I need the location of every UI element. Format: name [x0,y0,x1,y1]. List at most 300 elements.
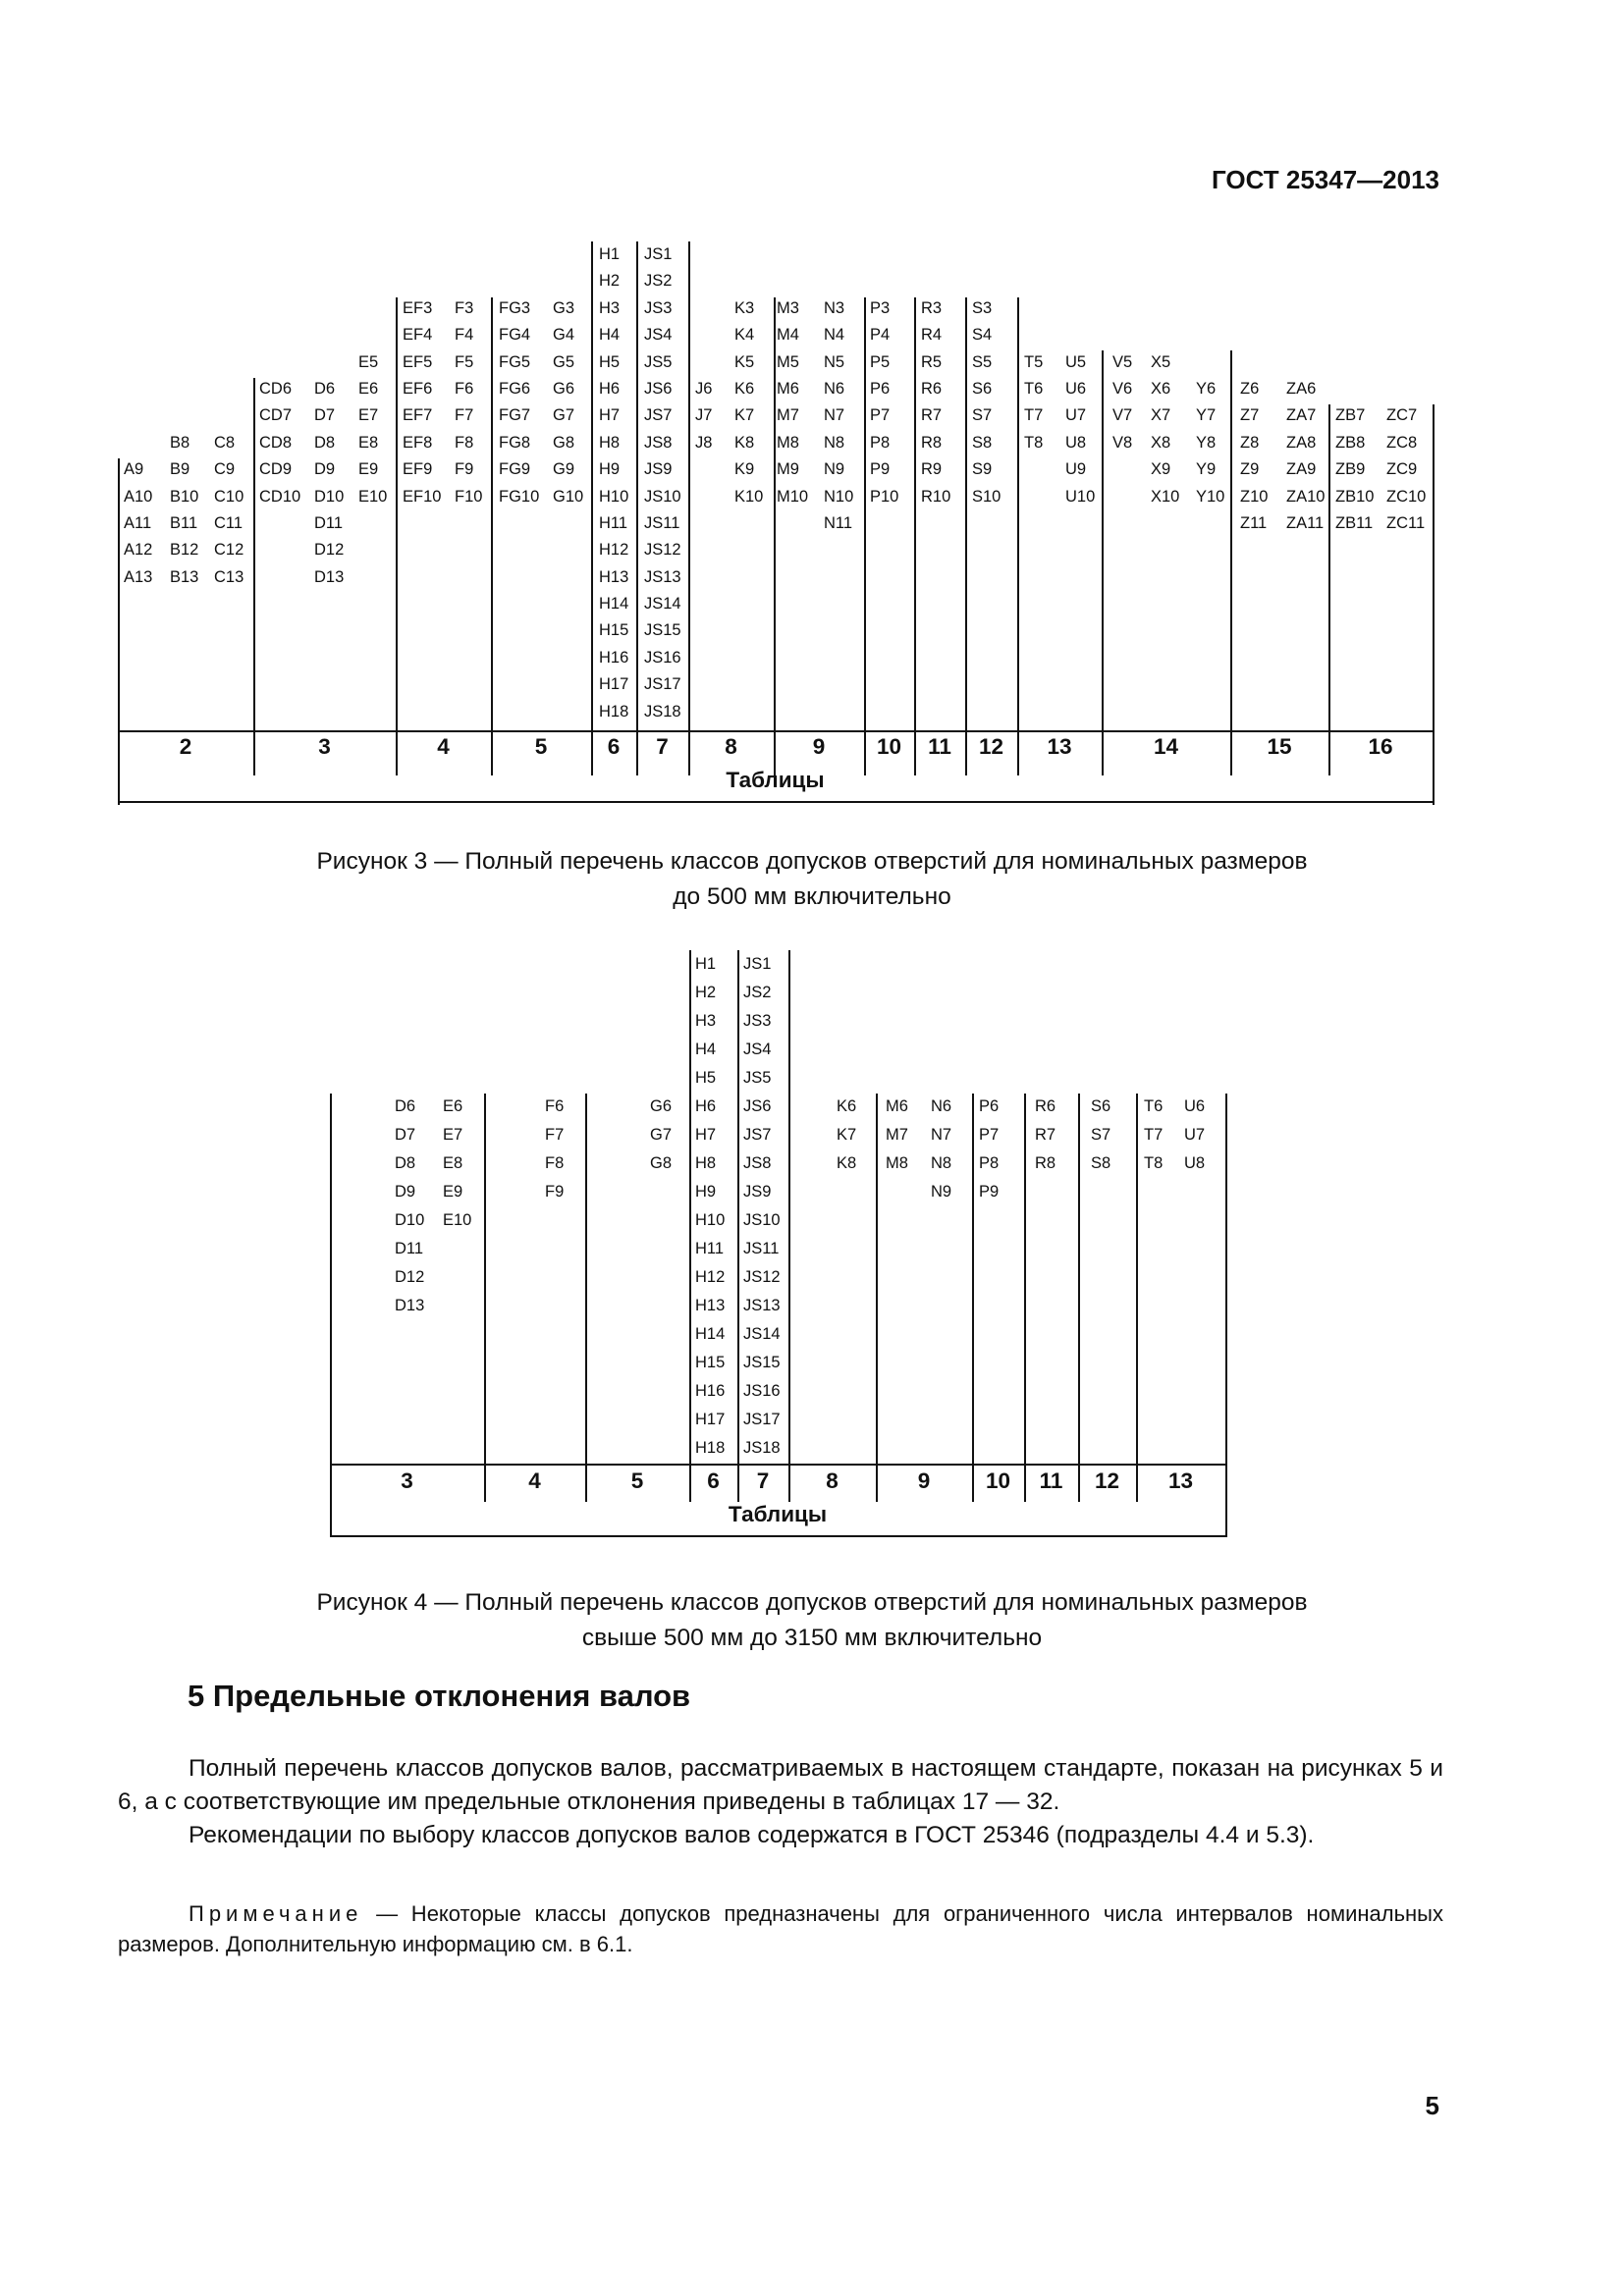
tolerance-class-cell: E6 [358,379,379,398]
class-column [443,1093,471,1235]
tolerance-class-cell: F3 [455,298,474,317]
tolerance-class-cell: F6 [455,379,474,398]
tolerance-class-cell: K4 [734,326,755,345]
page-number: 5 [1425,2091,1439,2120]
tolerance-class-cell: N7 [931,1126,952,1144]
tolerance-class-cell: P7 [979,1126,1000,1144]
group-divider-line [689,950,691,1502]
table-number: 7 [656,734,669,759]
tolerance-class-cell: G8 [553,433,575,452]
tolerance-class-cell: B11 [170,513,198,532]
tolerance-class-cell: Z6 [1240,380,1260,398]
tolerance-class-cell: F6 [545,1097,565,1115]
tolerance-class-cell: FG8 [499,433,531,452]
tolerance-class-cell: K10 [734,487,764,506]
tables-label: Таблицы [728,1502,828,1526]
tolerance-class-cell: G4 [553,326,575,345]
tolerance-class-cell: H11 [599,513,628,532]
tolerance-class-cell: D9 [395,1183,416,1201]
tolerance-class-cell: A11 [124,513,152,532]
tolerance-class-cell: B8 [170,433,190,452]
tolerance-class-cell: FG3 [499,298,531,317]
tolerance-class-cell: G8 [650,1154,673,1172]
tolerance-class-cell: ZB8 [1335,433,1366,452]
tolerance-class-cell: ZC10 [1386,487,1427,506]
tolerance-class-cell: JS11 [644,513,680,532]
tolerance-class-cell: S8 [1091,1154,1111,1172]
tolerance-class-cell: H2 [695,984,717,1001]
tolerance-class-cell: D7 [314,406,336,425]
tolerance-class-cell: FG9 [499,460,531,479]
figure-4-caption-line1: Рисунок 4 — Полный перечень классов допусков отверстий для номинальных размеров [316,1589,1308,1616]
tolerance-class-cell: T5 [1024,352,1044,371]
tolerance-class-cell: X5 [1151,352,1171,371]
figure-3-caption-line2: до 500 мм включительно [673,883,951,910]
tolerance-class-cell: T7 [1144,1126,1164,1144]
tolerance-class-cell: M6 [886,1097,908,1115]
tolerance-class-cell: ZB9 [1335,460,1366,479]
tolerance-class-cell: F8 [455,433,474,452]
section-paragraph-2 [118,1819,1443,1852]
tolerance-class-cell: JS2 [644,272,673,291]
tolerance-class-cell: E8 [443,1154,463,1172]
tolerance-class-cell: H5 [695,1069,717,1087]
tolerance-class-cell: N9 [824,460,845,479]
tolerance-class-cell: ZB10 [1335,487,1375,506]
table-number: 12 [1094,1468,1120,1493]
tolerance-class-cell: U6 [1065,379,1087,398]
tolerance-class-cell: N8 [824,433,845,452]
tolerance-class-cell: S5 [972,352,993,371]
tolerance-class-cell: V5 [1112,352,1133,371]
tolerance-class-cell: B12 [170,541,199,560]
class-column [395,1093,424,1320]
tolerance-class-cell: D6 [395,1097,416,1115]
tolerance-class-cell: JS2 [743,984,772,1001]
tolerance-class-cell: M9 [777,460,799,479]
tolerance-class-cell: CD8 [259,433,293,452]
tolerance-class-cell: JS7 [644,406,673,425]
tolerance-class-cell: JS15 [743,1354,781,1371]
table-number: 6 [607,734,621,759]
table-number: 8 [725,734,737,759]
tolerance-class-cell: D6 [314,380,336,398]
tolerance-class-cell: E7 [358,406,379,425]
tolerance-class-cell: H9 [695,1183,717,1201]
class-column [695,950,725,1463]
tolerance-class-cell: JS16 [743,1382,781,1400]
tolerance-class-cell: D8 [395,1154,416,1172]
tolerance-class-cell: S6 [1091,1097,1111,1115]
tolerance-class-cell: Z7 [1240,406,1260,425]
tolerance-class-cell: EF10 [403,487,442,506]
tolerance-class-cell: N3 [824,298,845,317]
tolerance-class-cell: H1 [695,955,717,973]
tolerance-class-cell: M8 [886,1154,908,1172]
tolerance-class-cell: H14 [695,1325,726,1343]
table-number: 4 [528,1468,541,1493]
tolerance-class-cell: H4 [695,1041,717,1058]
group-divider-line [1225,1094,1227,1537]
tolerance-class-cell: ZA11 [1286,513,1325,532]
tolerance-class-cell: C12 [214,541,244,560]
tolerance-class-cell: U8 [1184,1154,1206,1172]
tolerance-class-cell: F7 [545,1126,565,1144]
group-divider-line [788,950,790,1502]
section-note [118,1898,1443,1959]
tolerance-class-cell: N11 [824,513,853,532]
class-column [1035,1093,1056,1178]
tolerance-class-cell: JS13 [743,1297,781,1314]
figure-4-caption [0,1585,1624,1656]
tolerance-class-cell: E10 [443,1211,472,1229]
tolerance-class-cell: E7 [443,1126,463,1144]
tolerance-class-cell: K8 [734,433,755,452]
tolerance-class-cell: JS4 [644,326,673,345]
tolerance-class-cell: B9 [170,460,190,479]
tolerance-class-cell: JS17 [743,1411,781,1428]
tolerance-class-cell: F7 [455,406,474,425]
tolerance-class-cell: P9 [979,1183,1000,1201]
tolerance-class-cell: ZA8 [1286,433,1317,452]
tolerance-class-cell: ZA9 [1286,460,1317,479]
table-rule [330,1535,1226,1537]
tolerance-class-cell: FG5 [499,352,531,371]
class-column [1144,1093,1163,1178]
tolerance-class-cell: H18 [695,1439,726,1457]
tolerance-class-cell: B10 [170,487,199,506]
tolerance-class-cell: ZA10 [1286,487,1326,506]
tolerance-class-cell: EF6 [403,379,433,398]
tolerance-class-cell: JS1 [644,245,673,263]
tolerance-class-cell: U8 [1065,433,1087,452]
table-rule [330,1464,1226,1466]
tolerance-class-cell: N7 [824,406,845,425]
tolerance-class-cell: S7 [972,406,993,425]
tolerance-class-cell: N8 [931,1154,952,1172]
group-divider-line [1136,1094,1138,1502]
tolerance-class-cell: A13 [124,567,153,586]
group-divider-line [484,1094,486,1502]
tolerance-class-cell: JS18 [644,702,681,721]
tolerance-class-cell: D8 [314,433,336,452]
figure-4-caption-line2: свыше 500 мм до 3150 мм включительно [581,1625,1043,1651]
table-number: 4 [437,734,450,759]
tolerance-class-cell: ZB7 [1335,406,1366,425]
tolerance-class-cell: H7 [695,1126,717,1144]
table-number: 8 [826,1468,839,1493]
tolerance-class-cell: H15 [695,1354,726,1371]
tolerance-class-cell: C13 [214,567,244,586]
tolerance-class-cell: A9 [124,460,144,479]
group-divider-line [972,1094,974,1502]
tolerance-class-cell: H18 [599,702,629,721]
tolerance-class-cell: N9 [931,1183,952,1201]
tolerance-class-cell: ZA7 [1286,406,1317,425]
tolerance-class-cell: H11 [695,1240,725,1257]
tolerance-class-cell: F9 [455,460,474,479]
tolerance-class-cell: H10 [599,487,629,506]
group-divider-line [1078,1094,1080,1502]
table-number: 3 [318,734,331,759]
tolerance-class-cell: ZB11 [1335,513,1374,532]
tolerance-class-cell: H13 [599,567,629,586]
tolerance-class-cell: R5 [921,352,943,371]
tolerance-class-cell: JS9 [743,1183,772,1201]
tolerance-class-cell: ZC11 [1386,513,1426,532]
tables-label: Таблицы [726,768,825,792]
tolerance-class-cell: G5 [553,352,575,371]
tolerance-class-cell: R7 [921,406,943,425]
tolerance-class-cell: H10 [695,1211,726,1229]
tolerance-class-cell: JS3 [743,1012,772,1030]
tolerance-class-cell: N5 [824,352,845,371]
tolerance-class-cell: S9 [972,460,993,479]
table-number: 6 [707,1468,720,1493]
tolerance-class-cell: K7 [734,406,755,425]
tolerance-class-cell: EF4 [403,326,433,345]
tolerance-class-cell: JS11 [743,1240,780,1257]
tolerance-class-cell: X7 [1151,406,1171,425]
tolerance-class-cell: M3 [777,298,799,317]
tolerance-class-cell: D9 [314,460,336,479]
section-paragraph-1 [118,1752,1443,1819]
tolerance-class-cell: E6 [443,1097,463,1115]
class-column [837,1093,856,1178]
tolerance-class-cell: H1 [599,245,621,263]
tolerance-class-cell: D7 [395,1126,416,1144]
tolerance-class-cell: U10 [1065,487,1096,506]
group-divider-line [1024,1094,1026,1502]
tolerance-class-cell: CD10 [259,487,301,506]
tolerance-class-cell: S10 [972,487,1001,506]
table-number: 9 [917,1468,931,1493]
tolerance-class-cell: JS15 [644,621,681,640]
tolerance-class-cell: Y6 [1196,380,1217,398]
tolerance-class-cell: FG10 [499,487,540,506]
tolerance-class-cell: T8 [1144,1154,1164,1172]
tolerance-class-cell: E5 [358,352,379,371]
tolerance-class-cell: JS10 [644,487,681,506]
tolerance-class-cell: N10 [824,487,854,506]
tolerance-class-cell: V8 [1112,433,1133,452]
tolerance-class-cell: JS5 [743,1069,772,1087]
tolerance-class-cell: FG7 [499,406,531,425]
tolerance-class-cell: E9 [443,1183,463,1201]
tolerance-class-cell: EF9 [403,460,433,479]
tolerance-class-cell: H9 [599,460,621,479]
paragraph-2-text: Рекомендации по выбору классов допусков валов содержатся в ГОСТ 25346 (подразделы 4.4 и 5.3). [189,1822,1315,1848]
tolerance-class-cell: EF3 [403,298,433,317]
tolerance-class-cell: R9 [921,460,943,479]
tolerance-class-cell: JS9 [644,460,673,479]
tolerance-class-cell: M5 [777,352,799,371]
class-column [979,1093,999,1206]
tolerance-class-cell: JS4 [743,1041,772,1058]
tolerance-class-cell: H8 [695,1154,717,1172]
tolerance-class-cell: U5 [1065,352,1087,371]
table-number: 10 [876,734,902,759]
tolerance-class-cell: E9 [358,460,379,479]
paragraph-1-text: Полный перечень классов допусков валов, рассматриваемых в настоящем стандарте, показан на рисунках 5 и 6, а с соответствующие им предельные отклонения приведены в таблицах 17 — 32. [118,1755,1443,1815]
tolerance-class-cell: P7 [870,406,891,425]
tolerance-class-cell: H14 [599,595,629,614]
tolerance-class-cell: C10 [214,487,244,506]
tolerance-class-cell: R7 [1035,1126,1056,1144]
tolerance-class-cell: N6 [931,1097,952,1115]
tolerance-class-cell: J7 [695,406,713,425]
tolerance-class-cell: CD6 [259,380,293,398]
tolerance-class-cell: T6 [1144,1097,1164,1115]
note-label: Примечание [189,1901,363,1926]
tolerance-class-cell: F10 [455,487,483,506]
class-column [1091,1093,1110,1178]
tolerance-class-cell: F4 [455,326,474,345]
tolerance-class-cell: A12 [124,541,153,560]
tolerance-class-cell: D12 [395,1268,425,1286]
table-number: 9 [812,734,826,759]
tolerance-class-cell: S4 [972,326,993,345]
tolerance-class-cell: X9 [1151,460,1171,479]
table-number: 5 [630,1468,644,1493]
tolerance-class-cell: K9 [734,460,755,479]
tolerance-class-cell: K6 [837,1097,857,1115]
tolerance-class-cell: U6 [1184,1097,1206,1115]
tolerance-class-cell: M7 [886,1126,908,1144]
tolerance-class-cell: R6 [921,379,943,398]
tolerance-class-cell: EF7 [403,406,433,425]
tolerance-class-cell: C8 [214,433,236,452]
tolerance-class-cell: R6 [1035,1097,1056,1115]
tolerance-class-cell: P6 [870,379,891,398]
tolerance-class-cell: K5 [734,352,755,371]
table-number: 16 [1368,734,1393,759]
tolerance-class-cell: S6 [972,379,993,398]
note-text: — Некоторые классы допусков предназначены для ограниченного числа интервалов номинальных размеров. Дополнительную информацию см. в 6.1. [118,1901,1443,1956]
tolerance-class-cell: JS14 [644,595,681,614]
tolerance-class-cell: H17 [695,1411,726,1428]
document-header: ГОСТ 25347—2013 [1212,165,1439,194]
tolerance-class-cell: V6 [1112,379,1133,398]
tolerance-class-cell: E8 [358,433,379,452]
tolerance-class-cell: H16 [599,648,629,667]
tolerance-class-cell: K7 [837,1126,857,1144]
class-column [931,1093,951,1206]
tolerance-class-cell: H17 [599,675,629,694]
tolerance-class-cell: M10 [777,487,809,506]
tolerance-class-cell: ZC7 [1386,406,1418,425]
tolerance-class-cell: Y10 [1196,487,1225,506]
tolerance-class-cell: R8 [921,433,943,452]
tolerance-class-cell: JS18 [743,1439,781,1457]
tolerance-class-cell: ZC9 [1386,460,1418,479]
tolerance-class-cell: J8 [695,433,713,452]
tolerance-class-cell: Z10 [1240,487,1269,506]
tolerance-class-cell: P6 [979,1097,1000,1115]
tolerance-class-cell: H8 [599,433,621,452]
tolerance-class-cell: T6 [1024,379,1044,398]
tolerance-class-cell: FG6 [499,379,531,398]
tolerance-class-cell: H12 [695,1268,726,1286]
tolerance-class-cell: R4 [921,326,943,345]
tolerance-class-cell: U9 [1065,460,1087,479]
tolerance-class-cell: JS10 [743,1211,781,1229]
tolerance-class-cell: G6 [553,379,575,398]
tolerance-class-cell: R10 [921,487,951,506]
tolerance-class-cell: X10 [1151,487,1180,506]
tolerance-class-cell: P4 [870,326,891,345]
table-number: 7 [756,1468,770,1493]
table-number: 10 [985,1468,1011,1493]
table-number: 15 [1267,734,1292,759]
tolerance-class-cell: G9 [553,460,575,479]
tolerance-class-cell: JS8 [743,1154,772,1172]
tolerance-class-cell: P10 [870,487,899,506]
tolerance-class-cell: JS17 [644,675,681,694]
tolerance-class-cell: JS6 [743,1097,772,1115]
table-number: 2 [179,734,192,759]
tolerance-class-cell: H13 [695,1297,726,1314]
table-number: 13 [1047,734,1072,759]
tolerance-class-cell: H3 [695,1012,717,1030]
tolerance-class-cell: H3 [599,298,621,317]
tolerance-class-cell: FG4 [499,326,531,345]
class-column [886,1093,908,1178]
table-number: 13 [1167,1468,1194,1493]
tolerance-class-cell: JS12 [743,1268,781,1286]
tolerance-class-cell: J6 [695,380,713,398]
tolerance-class-cell: K8 [837,1154,857,1172]
group-divider-line [876,1094,878,1502]
tolerance-class-cell: M8 [777,433,799,452]
tolerance-class-cell: F9 [545,1183,565,1201]
table-number: 11 [1039,1468,1063,1493]
tolerance-class-cell: CD9 [259,460,293,479]
tolerance-class-cell: JS14 [743,1325,781,1343]
tolerance-class-cell: G10 [553,487,584,506]
tolerance-class-cell: H7 [599,406,621,425]
tolerance-class-cell: JS1 [743,955,772,973]
tolerance-class-cell: U7 [1065,406,1087,425]
tolerance-class-cell: D11 [395,1240,424,1257]
tolerance-class-cell: C9 [214,460,236,479]
tolerance-class-cell: P3 [870,298,891,317]
group-divider-line [737,950,739,1502]
tolerance-class-cell: R3 [921,298,943,317]
tolerance-class-cell: CD7 [259,406,293,425]
tolerance-class-cell: F8 [545,1154,565,1172]
tolerance-class-cell: ZA6 [1286,380,1317,398]
tolerance-class-cell: H5 [599,352,621,371]
tolerance-class-cell: R8 [1035,1154,1056,1172]
group-divider-line [585,1094,587,1502]
tolerance-class-cell: T7 [1024,406,1044,425]
tolerance-class-cell: D10 [395,1211,425,1229]
tolerance-class-cell: D13 [395,1297,425,1314]
tolerance-class-cell: P8 [979,1154,1000,1172]
tolerance-class-cell: N6 [824,379,845,398]
tolerance-class-cell: P8 [870,433,891,452]
tolerance-class-cell: H16 [695,1382,726,1400]
tolerance-class-cell: P9 [870,460,891,479]
tolerance-class-cell: X6 [1151,379,1171,398]
table-number: 3 [401,1468,413,1493]
tolerance-class-cell: JS7 [743,1126,772,1144]
tolerance-class-cell: JS5 [644,352,673,371]
table-number: 11 [928,734,951,759]
tolerance-class-cell: F5 [455,352,474,371]
tolerance-class-cell: A10 [124,487,153,506]
